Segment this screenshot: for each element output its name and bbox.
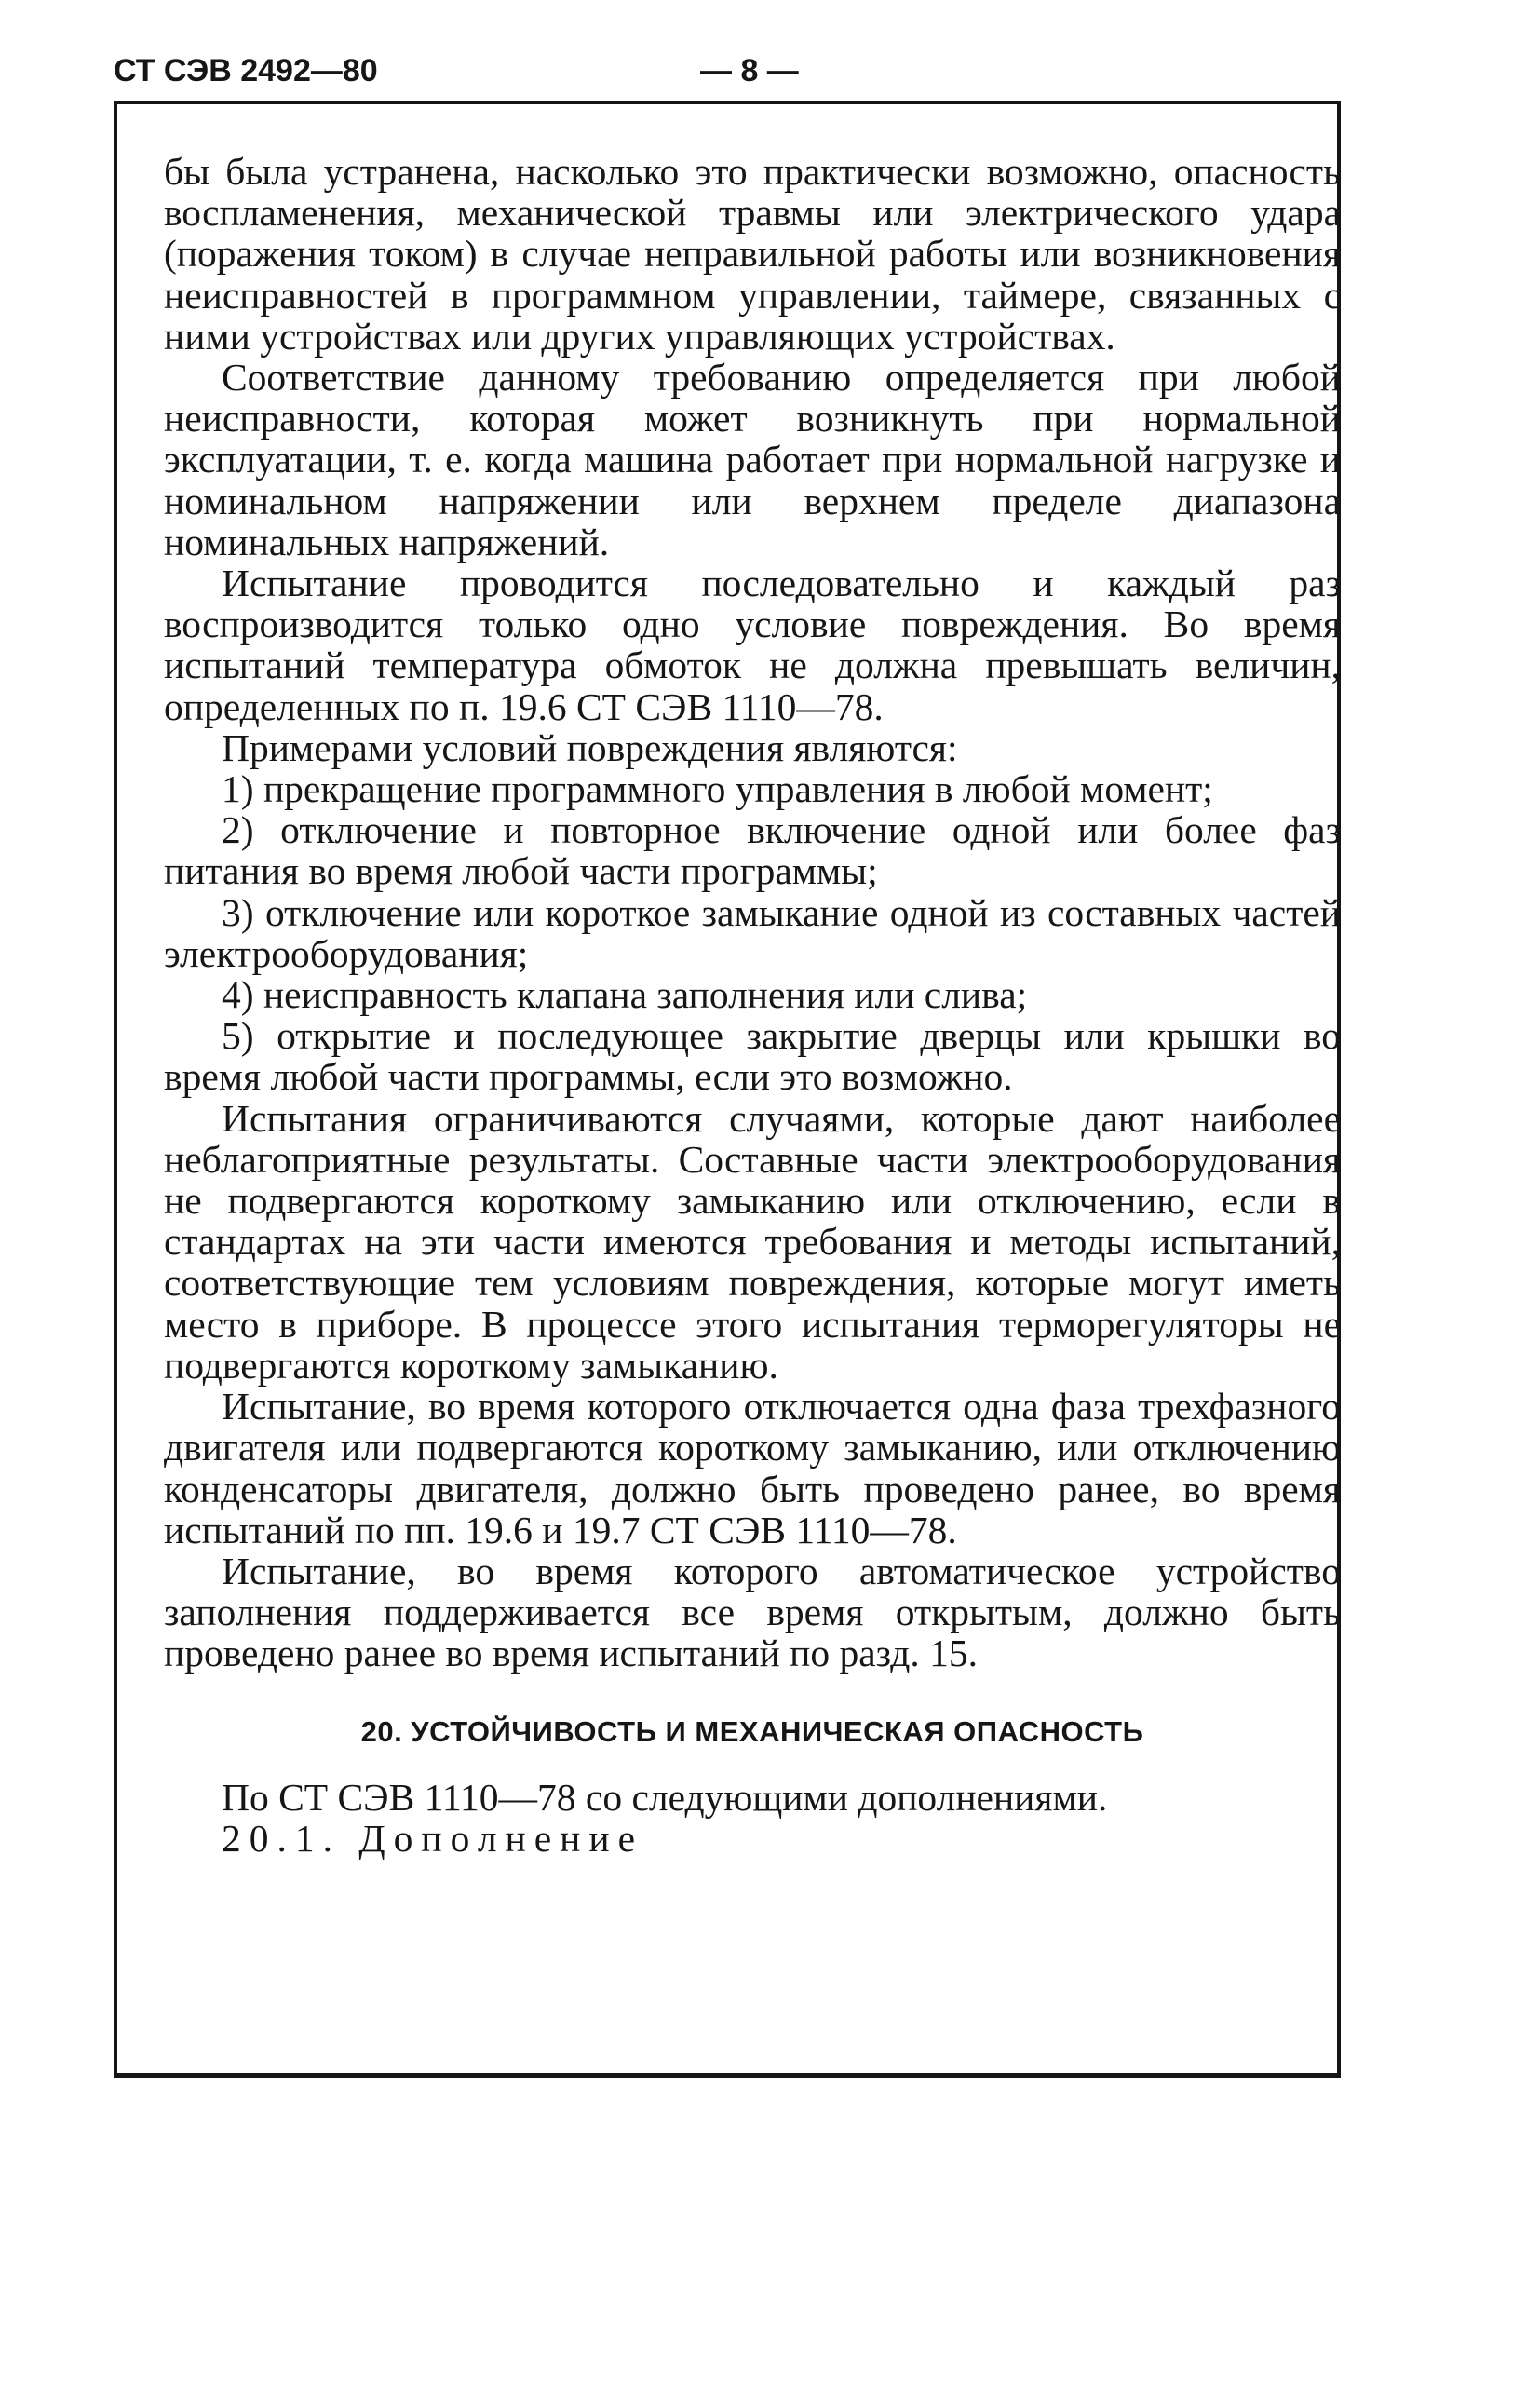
list-item-4: 4) неисправность клапана заполнения или слива; xyxy=(222,973,1028,1017)
page-number: — 8 — xyxy=(700,53,799,88)
list-item-5: 5) открытие и последующее закрытие дверцы или крышки во время любой части программы, если это возможно. xyxy=(164,1014,1341,1099)
document-body xyxy=(164,151,1341,1859)
standard-code: СТ СЭВ 2492—80 xyxy=(114,53,378,88)
subsection-title: 20.1. Дополнение xyxy=(222,1816,644,1860)
paragraph-fill-device-test: Испытание, во время которого автоматическое устройство заполнения поддерживается все время открытым, должно быть проведено ранее во время испытаний по разд. 15. xyxy=(164,1549,1341,1675)
paragraph-examples-intro: Примерами условий повреждения являются: xyxy=(222,725,958,769)
section-heading: 20. УСТОЙЧИВОСТЬ И МЕХАНИЧЕСКАЯ ОПАСНОСТЬ xyxy=(360,1714,1144,1748)
paragraph-continuation: бы была устранена, насколько это практически возможно, опасность воспламенения, механической травмы или электрического удара (поражения током) в случае неправильной работы или возникновения неисправностей в программном управлении, таймере, связанных с ними устройствах или других управляющих устройствах. xyxy=(164,150,1341,358)
paragraph-three-phase-test: Испытание, во время которого отключается одна фаза трехфазного двигателя или подвергаются короткому замыканию, или отключению конденсаторы двигателя, должно быть проведено ранее, во время испытаний по пп. 19.6 и 19.7 СТ СЭВ 1110—78. xyxy=(164,1385,1341,1551)
section-text: По СТ СЭВ 1110—78 со следующими дополнениями. xyxy=(222,1775,1108,1819)
list-item-2: 2) отключение и повторное включение одной или более фаз питания во время любой части программы; xyxy=(164,808,1341,893)
list-item-1: 1) прекращение программного управления в любой момент; xyxy=(222,767,1213,811)
list-item-3: 3) отключение или короткое замыкание одной из составных частей электрооборудования; xyxy=(164,890,1341,975)
paragraph-test-limits: Испытания ограничиваются случаями, которые дают наиболее неблагоприятные результаты. Составные части электрооборудования не подвергаются короткому замыканию или отключению, если в стандартах на эти части имеются требования и методы испытаний, соответствующие тем условиям повреждения, которые могут иметь место в приборе. В процессе этого испытания терморегуляторы не подвергаются короткому замыканию. xyxy=(164,1096,1341,1387)
paragraph-compliance: Соответствие данному требованию определяется при любой неисправности, которая может возникнуть при нормальной эксплуатации, т. е. когда машина работает при нормальной нагрузке и номинальном напряжении или верхнем пределе диапазона номинальных напряжений. xyxy=(164,356,1341,563)
paragraph-test-procedure: Испытание проводится последовательно и каждый раз воспроизводится только одно условие повреждения. Во время испытаний температура обмоток не должна превышать величин, определенных по п. 19.6 СТ СЭВ 1110—78. xyxy=(164,562,1341,728)
page-header xyxy=(0,52,1540,89)
